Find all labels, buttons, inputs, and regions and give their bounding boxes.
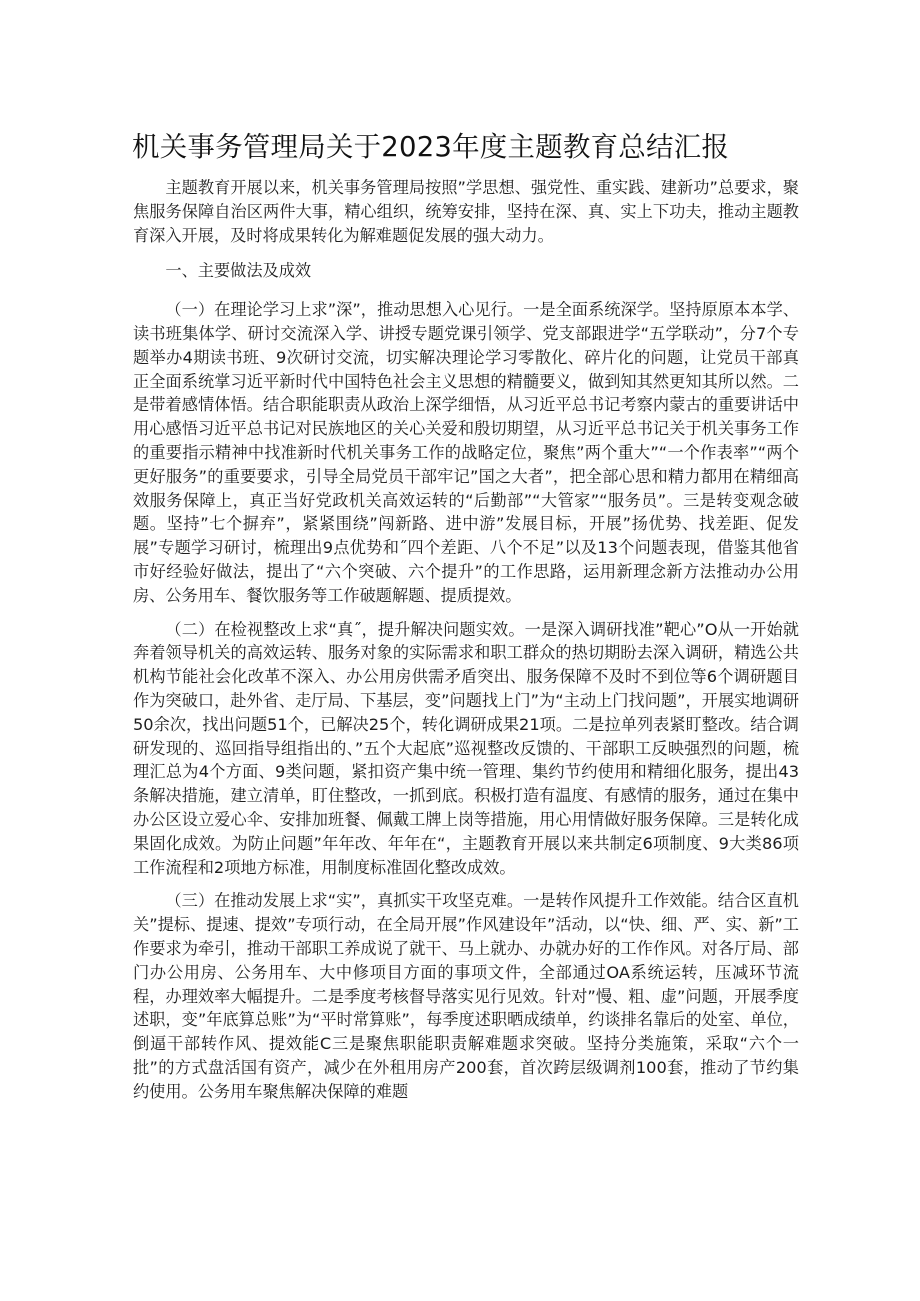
paragraph-development: （三）在推动发展上求“实”，真抓实干攻坚克难。一是转作风提升工作效能。结合区直机关”提标、提速、提效”专项行动，在全局开展”作风建设年”活动，以“快、细、严、实、新”工作要求为牵引，推动干部职工养成说了就干、马上就办、办就办好的工作作风。对各厅局、部门办公用房、公务用车、大中修项目方面的事项文件，全部通过OA系统运转，压减环节流程，办理效率大幅提升。二是季度考核督导落实见行见效。针对”慢、粗、虚”问题，开展季度述职，变”年底算总账”为“平时常算账”，每季度述职晒成绩单，约谈排名靠后的处室、单位，倒逼干部转作风、提效能C三是聚焦职能职责解难题求突破。坚持分类施策，采取“六个一批”的方式盘活国有资产，减少在外租用房产200套，首次跨层级调剂100套，推动了节约集约使用。公务用车聚焦解决保障的难题 xyxy=(133,891,799,1101)
intro-paragraph: 主题教育开展以来，机关事务管理局按照”学思想、强党性、重实践、建新功”总要求，聚焦服务保障自治区两件大事，精心组织，统筹安排，坚持在深、真、实上下功夫，推动主题教育深入开展，及时将成果转化为解难题促发展的强大动力。 xyxy=(133,178,799,245)
section-heading: 一、主要做法及成效 xyxy=(165,261,312,281)
paragraph-theory-study: （一）在理论学习上求”深”，推动思想入心见行。一是全面系统深学。坚持原原本本学、读书班集体学、研讨交流深入学、讲授专题党课引领学、党支部跟进学“五学联动”，分7个专题举办4期读书班、9次研讨交流，切实解决理论学习零散化、碎片化的问题，让党员干部真正全面系统掌习近平新时代中国特色社会主义思想的精髓要义，做到知其然更知其所以然。二是带着感情体悟。结合职能职责从政治上深学细悟，从习近平总书记考察内蒙古的重要讲话中用心感悟习近平总书记对民族地区的关心关爱和殷切期望，从习近平总书记关于机关事务工作的重要指示精神中找准新时代机关事务工作的战略定位，聚焦”两个重大”“一个作表率”“两个更好服务”的重要要求，引导全局党员干部牢记”国之大者”，把全部心思和精力都用在精细高效服务保障上，真正当好党政机关高效运转的“后勤部”“大管家”“服务员”。三是转变观念破题。坚持”七个摒弃”，紧紧围绕”闯新路、进中游”发展目标，开展”扬优势、找差距、促发展”专题学习研讨，梳理出9点优势和˝四个差距、八个不足”以及13个问题表现，借鉴其他省市好经验好做法，提出了“六个突破、六个提升”的工作思路，运用新理念新方法推动办公用房、公务用车、餐饮服务等工作破题解题、提质提效。 xyxy=(133,300,799,605)
paragraph-rectification: （二）在检视整改上求“真˝，提升解决问题实效。一是深入调研找准”靶心”O从一开始就奔着领导机关的高效运转、服务对象的实际需求和职工群众的热切期盼去深入调研，精选公共机构节能社会化改革不深入、办公用房供需矛盾突出、服务保障不及时不到位等6个调研题目作为突破口，赴外省、走厅局、下基层，变”问题找上门”为“主动上门找问题”，开展实地调研50余次，找出问题51个，已解决25个，转化调研成果21项。二是拉单列表紧盯整改。结合调研发现的、巡回指导组指出的、”五个大起底”巡视整改反馈的、干部职工反映强烈的问题，梳理汇总为4个方面、9类问题，紧扣资产集中统一管理、集约节约使用和精细化服务，提出43条解决措施，建立清单，盯住整改，一抓到底。积极打造有温度、有感情的服务，通过在集中办公区设立爱心伞、安排加班餐、佩戴工牌上岗等措施，用心用情做好服务保障。三是转化成果固化成效。为防止问题”年年改、年年在“，主题教育开展以来共制定6项制度、9大类86项工作流程和2项地方标准，用制度标准固化整改成效。 xyxy=(133,619,799,877)
document-title: 机关事务管理局关于2023年度主题教育总结汇报 xyxy=(132,131,730,163)
document-body xyxy=(133,176,799,1113)
